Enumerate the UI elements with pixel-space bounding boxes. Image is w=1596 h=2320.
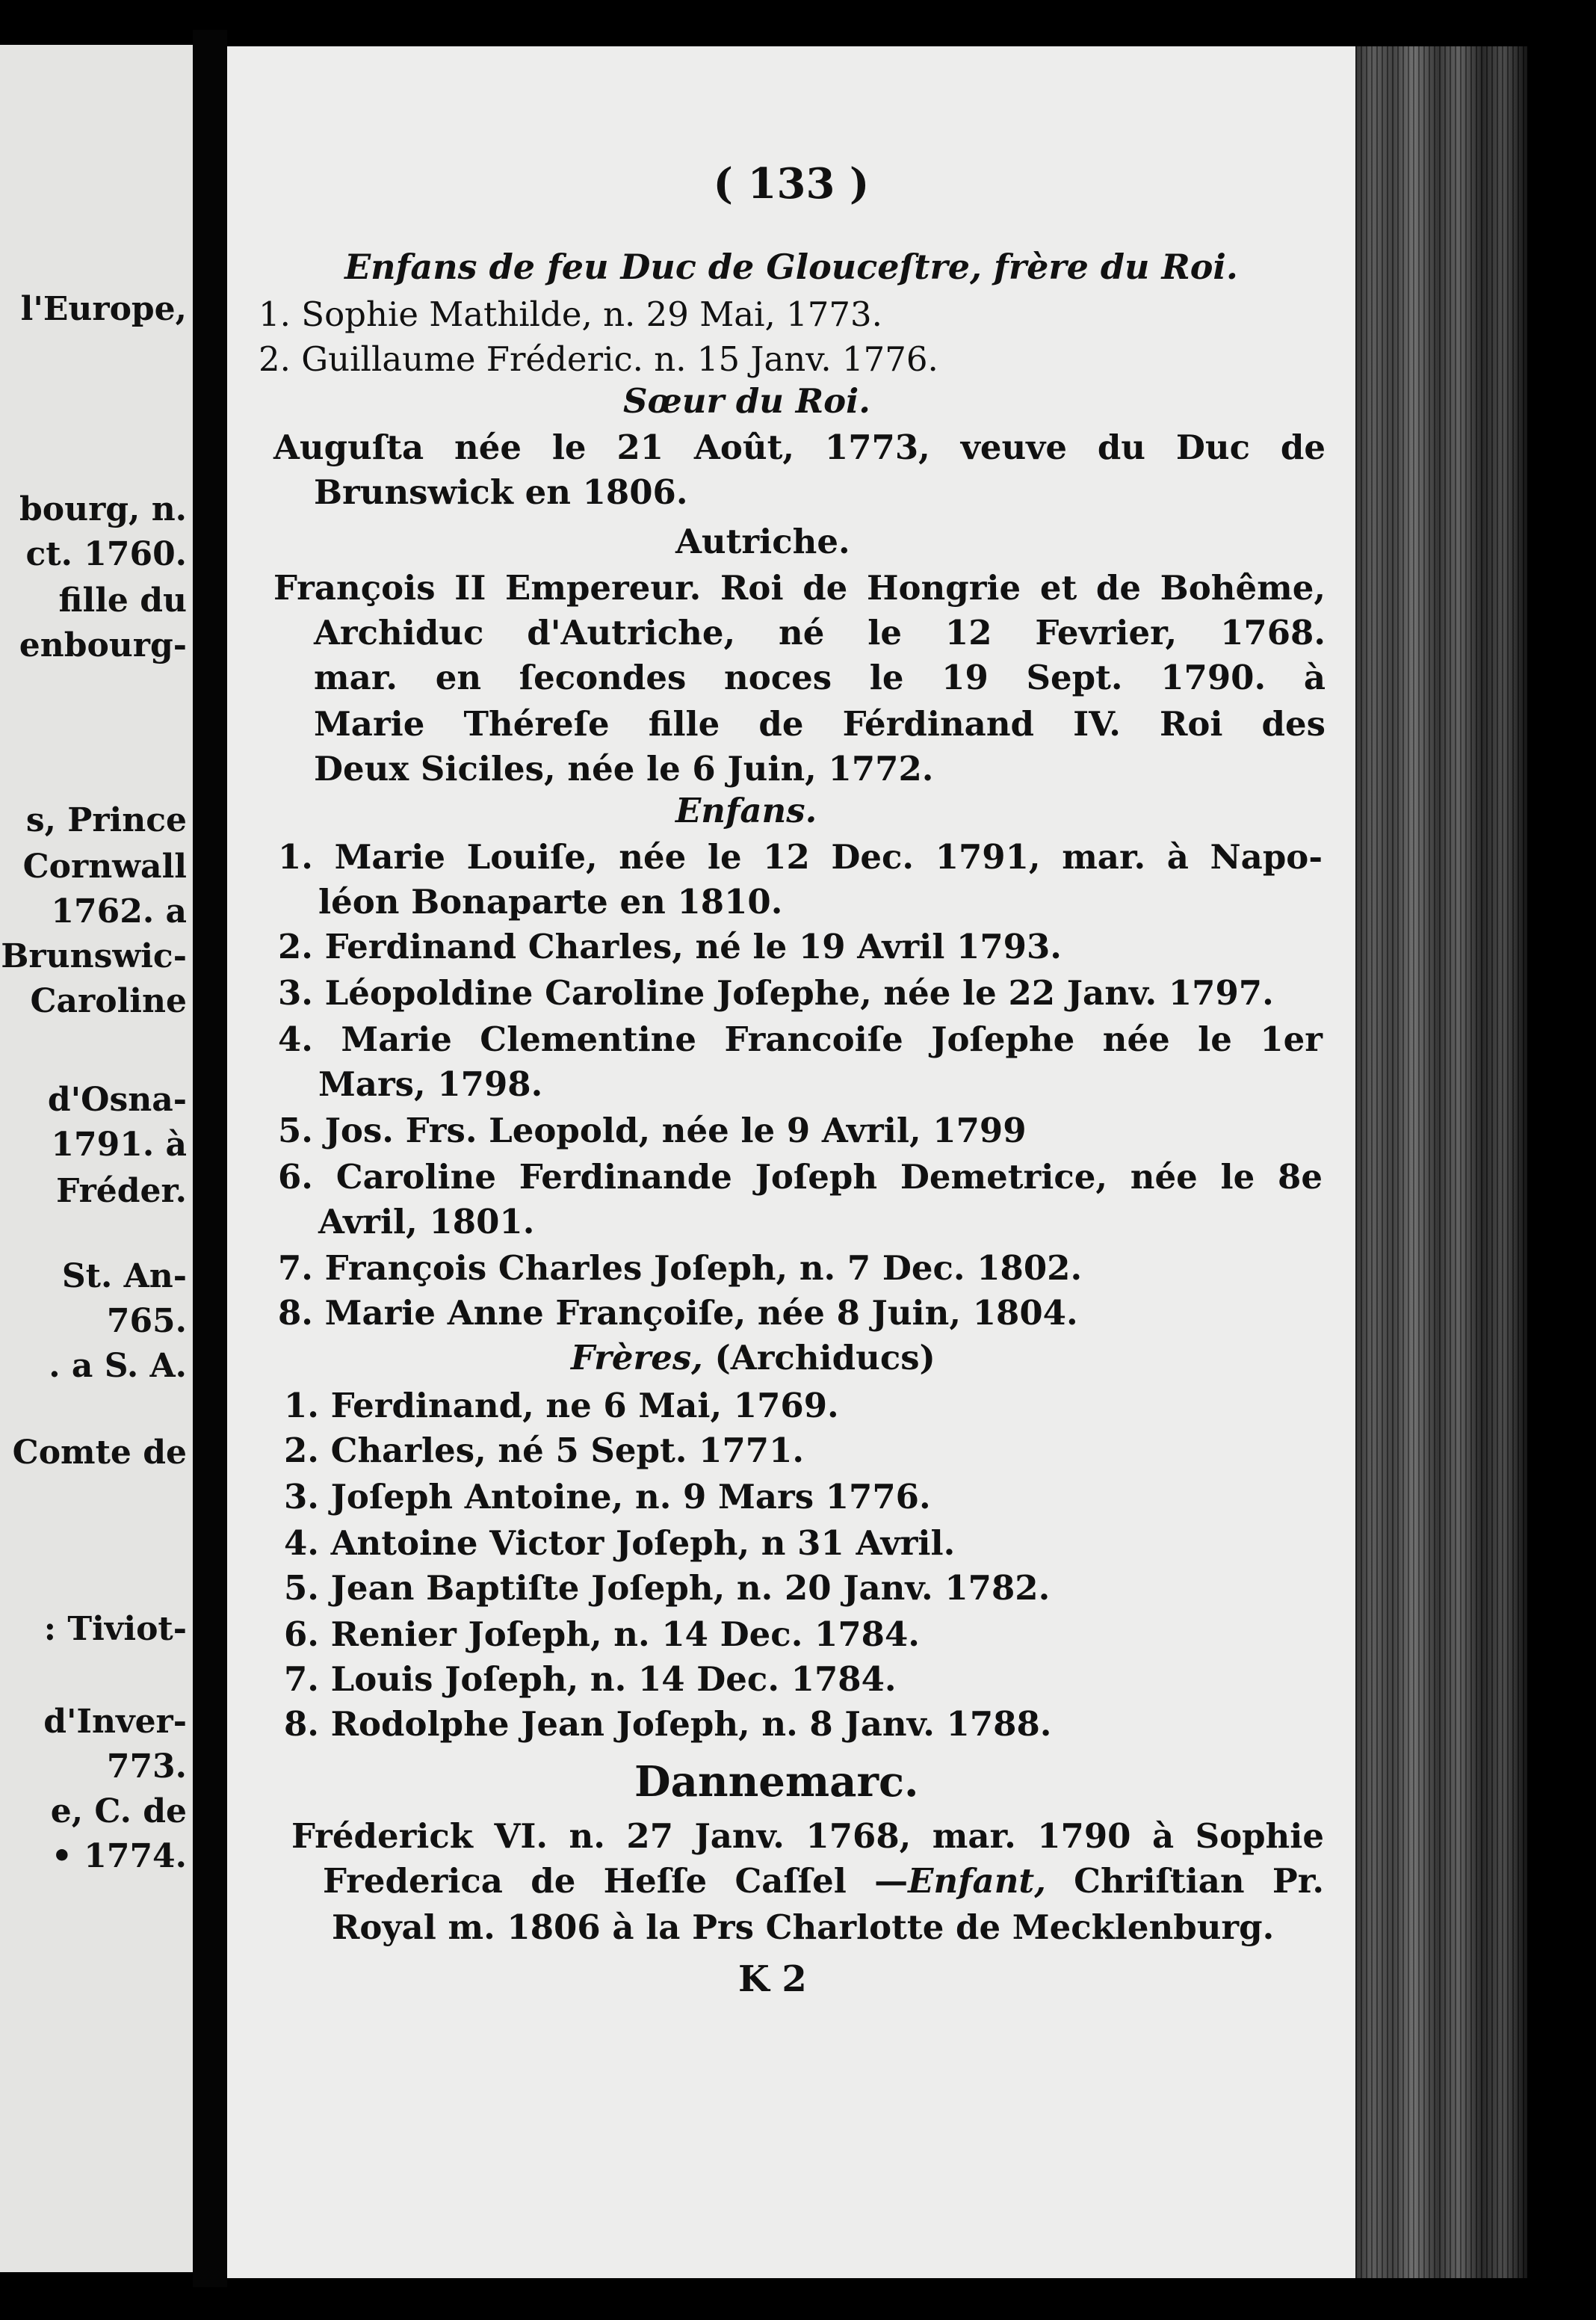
text-line: 2. Charles, né 5 Sept. 1771. (284, 1431, 805, 1470)
text-line: 4. Antoine Victor Joſeph, n 31 Avril. (284, 1523, 956, 1563)
text-line: léon Bonaparte en 1810. (318, 882, 783, 922)
text-line: Avril, 1801. (318, 1202, 535, 1241)
section-heading-enfans: Enfans. (675, 791, 817, 830)
left-fragment: d'Inver- (43, 1703, 187, 1741)
left-fragment: e, C. de (50, 1792, 187, 1830)
left-fragment: Caroline (30, 982, 187, 1020)
section-heading-gloucester: Enfans de feu Duc de Glouceſtre, frère du Roi. (344, 247, 1238, 287)
signature-mark: K 2 (738, 1958, 807, 2000)
text-line: 2. Ferdinand Charles, né le 19 Avril 1793. (278, 927, 1062, 966)
left-fragment: St. An- (61, 1257, 187, 1295)
book-page-edge (1355, 46, 1527, 2278)
text-line: 5. Jos. Frs. Leopold, née le 9 Avril, 1799 (278, 1111, 1027, 1150)
list-item: 2. Guillaume Fréderic. n. 15 Janv. 1776. (259, 339, 938, 379)
text-line: Mars, 1798. (318, 1064, 543, 1104)
left-fragment: Comte de (12, 1434, 187, 1472)
text-line: Deux Siciles, née le 6 Juin, 1772. (314, 749, 934, 789)
section-heading-autriche: Autriche. (675, 522, 850, 561)
text-line: 7. Louis Joſeph, n. 14 Dec. 1784. (284, 1659, 897, 1699)
section-heading-dannemarc: Dannemarc. (634, 1757, 919, 1807)
left-fragment: . a S. A. (49, 1347, 187, 1385)
left-fragment: enbourg- (19, 626, 187, 664)
text-line: Royal m. 1806 à la Prs Charlotte de Mecklenburg. (332, 1907, 1275, 1947)
book-page (227, 46, 1355, 2278)
text-line: Archiduc d'Autriche, né le 12 Fevrier, 1768. (314, 613, 1326, 652)
list-item: 1. Sophie Mathilde, n. 29 Mai, 1773. (259, 294, 882, 334)
text-line: 8. Marie Anne Françoiſe, née 8 Juin, 1804. (278, 1293, 1078, 1333)
left-fragment: 1762. a (51, 892, 187, 931)
text-line: 8. Rodolphe Jean Joſeph, n. 8 Janv. 1788. (284, 1704, 1052, 1744)
dannemarc-line2-part: Chriſtian Pr. (1045, 1861, 1324, 1901)
left-fragment: 765. (106, 1302, 187, 1340)
text-line: 6. Caroline Ferdinande Joſeph Demetrice, née le 8e (278, 1157, 1323, 1197)
section-heading-soeur: Sœur du Roi. (623, 381, 870, 421)
text-line: 6. Renier Joſeph, n. 14 Dec. 1784. (284, 1614, 920, 1654)
dannemarc-line2-italic: Enfant, (908, 1861, 1046, 1901)
left-fragment: 773. (106, 1747, 187, 1786)
left-fragment: s, Prince (25, 801, 187, 839)
text-line: 1. Marie Louiſe, née le 12 Dec. 1791, mar. à Napo- (278, 837, 1323, 877)
left-fragment: l'Europe, (20, 290, 187, 328)
text-line (323, 1861, 1324, 1901)
text-line: Fréderick VI. n. 27 Janv. 1768, mar. 1790 à Sophie (291, 1816, 1324, 1856)
text-line: Auguſta née le 21 Août, 1773, veuve du Duc de (273, 428, 1326, 467)
dannemarc-line2-part: Frederica de Heſſe Caſſel — (323, 1861, 909, 1901)
text-line: 1. Ferdinand, ne 6 Mai, 1769. (284, 1386, 839, 1425)
left-fragment: fille du (58, 581, 187, 620)
freres-heading-italic: Frères, (571, 1338, 703, 1378)
left-fragment: Cornwall (22, 848, 187, 886)
left-fragment: Fréder. (56, 1172, 187, 1210)
left-fragment: d'Osna- (47, 1081, 187, 1119)
freres-heading-rest: (Archiducs) (714, 1338, 935, 1378)
text-line: Brunswick en 1806. (314, 472, 688, 512)
left-fragment: bourg, n. (19, 490, 187, 528)
left-fragment: ct. 1760. (25, 535, 187, 573)
left-fragment: : Tiviot- (43, 1610, 187, 1648)
text-line: 7. François Charles Joſeph, n. 7 Dec. 1802. (278, 1248, 1083, 1288)
text-line: mar. en ſecondes noces le 19 Sept. 1790. à (314, 658, 1326, 697)
left-fragment: • 1774. (51, 1837, 187, 1875)
text-line: 3. Joſeph Antoine, n. 9 Mars 1776. (284, 1477, 931, 1517)
left-fragment: 1791. à (51, 1126, 187, 1164)
text-line: 3. Léopoldine Caroline Joſephe, née le 22 Janv. 1797. (278, 973, 1274, 1013)
left-facing-page (0, 45, 193, 2272)
text-line: François II Empereur. Roi de Hongrie et de Bohême, (273, 568, 1326, 608)
text-line: Marie Théreſe fille de Férdinand IV. Roi des (314, 704, 1326, 744)
text-line: 5. Jean Baptiſte Joſeph, n. 20 Janv. 1782. (284, 1568, 1051, 1608)
left-fragment: Brunswic- (1, 937, 187, 975)
text-line: 4. Marie Clementine Francoiſe Joſephe née le 1er (278, 1019, 1323, 1059)
page-number: ( 133 ) (713, 159, 870, 209)
section-heading-freres (571, 1338, 935, 1378)
book-gutter (193, 30, 227, 2287)
